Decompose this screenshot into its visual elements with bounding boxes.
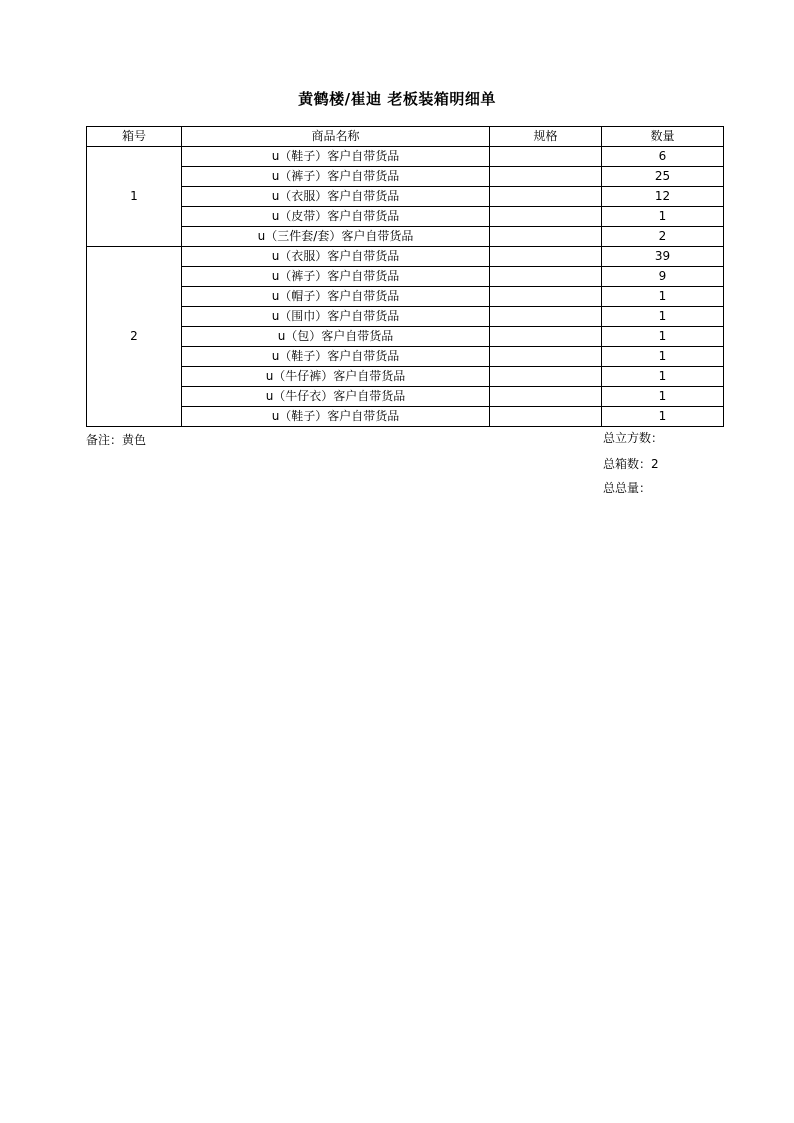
product-name-cell: u（鞋子）客户自带货品 xyxy=(182,347,490,367)
product-name-cell: u（三件套/套）客户自带货品 xyxy=(182,227,490,247)
spec-cell xyxy=(490,327,602,347)
table-row xyxy=(87,327,724,347)
table-row xyxy=(87,287,724,307)
quantity-cell: 25 xyxy=(602,167,724,187)
quantity-cell: 9 xyxy=(602,267,724,287)
table-row xyxy=(87,167,724,187)
product-name-cell: u（衣服）客户自带货品 xyxy=(182,187,490,207)
spec-cell xyxy=(490,227,602,247)
spec-cell xyxy=(490,247,602,267)
product-name-cell: u（帽子）客户自带货品 xyxy=(182,287,490,307)
product-name-cell: u（牛仔裤）客户自带货品 xyxy=(182,367,490,387)
packing-list-table xyxy=(86,126,724,427)
quantity-cell: 1 xyxy=(602,327,724,347)
document-title: 黄鹤楼/崔迪 老板装箱明细单 xyxy=(298,90,496,108)
quantity-cell: 12 xyxy=(602,187,724,207)
product-name-cell: u（裤子）客户自带货品 xyxy=(182,167,490,187)
table-row xyxy=(87,407,724,427)
quantity-cell: 6 xyxy=(602,147,724,167)
spec-cell xyxy=(490,187,602,207)
quantity-cell: 1 xyxy=(602,207,724,227)
table-row xyxy=(87,227,724,247)
total-quantity-label: 总总量： xyxy=(603,481,652,495)
quantity-cell: 1 xyxy=(602,307,724,327)
product-name-cell: u（牛仔衣）客户自带货品 xyxy=(182,387,490,407)
table-row xyxy=(87,147,724,167)
quantity-cell: 39 xyxy=(602,247,724,267)
quantity-cell: 2 xyxy=(602,227,724,247)
table-row xyxy=(87,267,724,287)
spec-cell xyxy=(490,307,602,327)
spec-cell xyxy=(490,267,602,287)
product-name-cell: u（围巾）客户自带货品 xyxy=(182,307,490,327)
total-volume-label: 总立方数： xyxy=(603,431,664,445)
table-row xyxy=(87,247,724,267)
box-number-cell: 1 xyxy=(87,147,182,247)
total-boxes-label: 总箱数：2 xyxy=(603,457,659,471)
table-row xyxy=(87,187,724,207)
table-header-row xyxy=(87,127,724,147)
box-number-cell: 2 xyxy=(87,247,182,427)
quantity-cell: 1 xyxy=(602,407,724,427)
quantity-cell: 1 xyxy=(602,387,724,407)
table-row xyxy=(87,307,724,327)
product-name-cell: u（裤子）客户自带货品 xyxy=(182,267,490,287)
header-quantity: 数量 xyxy=(602,127,724,147)
header-product-name: 商品名称 xyxy=(182,127,490,147)
quantity-cell: 1 xyxy=(602,347,724,367)
table-row xyxy=(87,347,724,367)
spec-cell xyxy=(490,387,602,407)
spec-cell xyxy=(490,407,602,427)
table-row xyxy=(87,367,724,387)
table-row xyxy=(87,387,724,407)
product-name-cell: u（衣服）客户自带货品 xyxy=(182,247,490,267)
spec-cell xyxy=(490,147,602,167)
product-name-cell: u（包）客户自带货品 xyxy=(182,327,490,347)
product-name-cell: u（皮带）客户自带货品 xyxy=(182,207,490,227)
table-row xyxy=(87,207,724,227)
quantity-cell: 1 xyxy=(602,287,724,307)
quantity-cell: 1 xyxy=(602,367,724,387)
spec-cell xyxy=(490,167,602,187)
spec-cell xyxy=(490,367,602,387)
spec-cell xyxy=(490,347,602,367)
product-name-cell: u（鞋子）客户自带货品 xyxy=(182,407,490,427)
remark-note: 备注：黄色 xyxy=(86,433,147,447)
header-box-no: 箱号 xyxy=(87,127,182,147)
spec-cell xyxy=(490,287,602,307)
header-spec: 规格 xyxy=(490,127,602,147)
product-name-cell: u（鞋子）客户自带货品 xyxy=(182,147,490,167)
spec-cell xyxy=(490,207,602,227)
